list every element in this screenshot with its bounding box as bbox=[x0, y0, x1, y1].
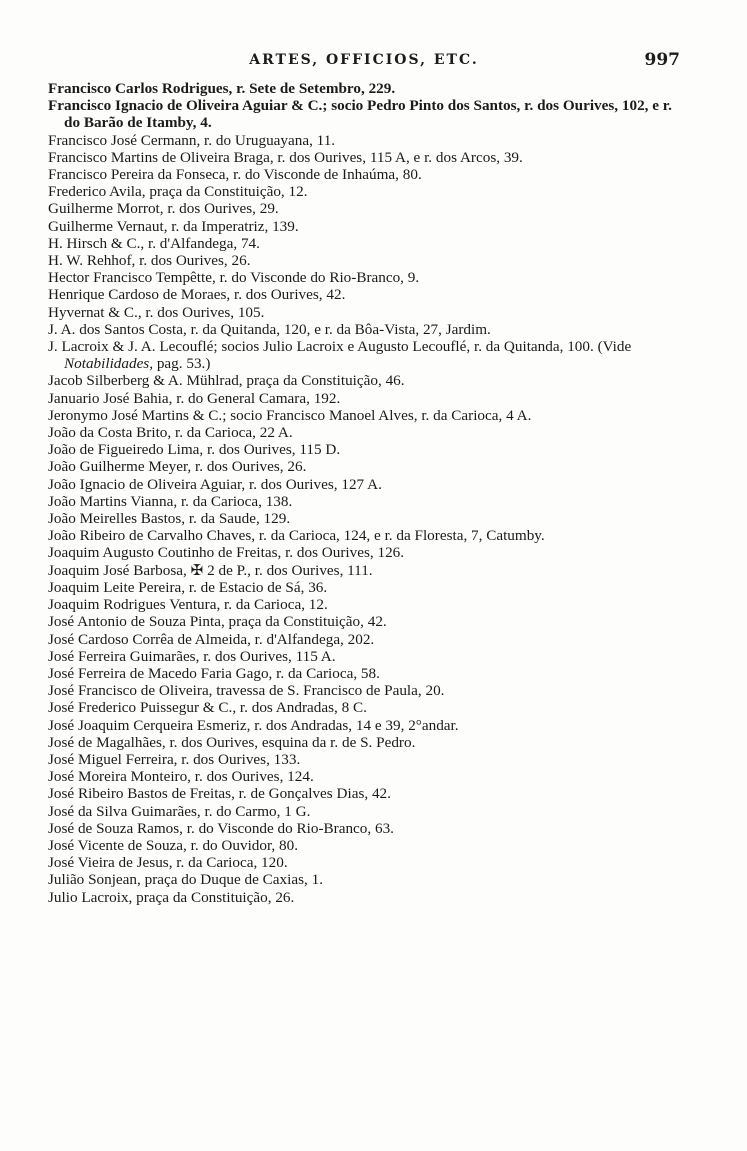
entry-reference: Notabilidades, bbox=[64, 355, 154, 373]
directory-entry bbox=[48, 596, 688, 613]
entry-text: Julio Lacroix, praça da Constituição, 26. bbox=[48, 888, 295, 906]
directory-entry bbox=[48, 269, 688, 286]
entry-text: João Martins Vianna, r. da Carioca, 138. bbox=[48, 492, 293, 510]
entry-text: Francisco Pereira da Fonseca, r. do Visconde de Inhaúma, 80. bbox=[48, 166, 422, 184]
entry-text: Frederico Avila, praça da Constituição, 12. bbox=[48, 183, 308, 201]
entry-text: José Vieira de Jesus, r. da Carioca, 120. bbox=[48, 854, 288, 872]
directory-entry bbox=[48, 803, 688, 820]
entry-text: Jacob Silberberg & A. Mühlrad, praça da Constituição, 46. bbox=[48, 372, 405, 390]
entry-text: Francisco Martins de Oliveira Braga, r. dos Ourives, 115 A, e r. dos Arcos, 39. bbox=[48, 148, 523, 166]
entry-text: J. Lacroix & J. A. Lecouflé; socios Julio Lacroix e Augusto Lecouflé, r. da Quitanda, 100. (Vide bbox=[48, 338, 632, 356]
directory-entry bbox=[48, 458, 688, 475]
directory-entry bbox=[48, 286, 688, 303]
directory-entry bbox=[48, 768, 688, 785]
entry-text: Januario José Bahia, r. do General Camara, 192. bbox=[48, 389, 341, 407]
entry-text: José de Souza Ramos, r. do Visconde do Rio-Branco, 63. bbox=[48, 819, 394, 837]
directory-entry bbox=[48, 390, 688, 407]
directory-entry bbox=[48, 785, 688, 802]
directory-entry bbox=[48, 717, 688, 734]
entry-text: Joaquim Leite Pereira, r. de Estacio de Sá, 36. bbox=[48, 578, 328, 596]
directory-entry bbox=[48, 338, 688, 372]
entry-text: João Meirelles Bastos, r. da Saude, 129. bbox=[48, 510, 291, 528]
entry-page-ref: pag. 53.) bbox=[153, 355, 211, 373]
directory-entry bbox=[48, 889, 688, 906]
directory-entry bbox=[48, 149, 688, 166]
directory-entry bbox=[48, 476, 688, 493]
directory-entry bbox=[48, 579, 688, 596]
entry-text: Francisco Ignacio de Oliveira Aguiar & C.; socio Pedro Pinto dos Santos, r. dos Ourives, 102, e r. do Barão de Itamby, 4. bbox=[48, 97, 672, 132]
directory-entry bbox=[48, 665, 688, 682]
entry-text: Jeronymo José Martins & C.; socio Francisco Manoel Alves, r. da Carioca, 4 A. bbox=[48, 406, 532, 424]
directory-entry bbox=[48, 132, 688, 149]
entry-text: José Cardoso Corrêa de Almeida, r. d'Alfandega, 202. bbox=[48, 630, 375, 648]
entry-text: José Joaquim Cerqueira Esmeriz, r. dos Andradas, 14 e 39, 2°andar. bbox=[48, 716, 459, 734]
directory-entry bbox=[48, 166, 688, 183]
entry-text: José Frederico Puissegur & C., r. dos Andradas, 8 C. bbox=[48, 699, 367, 717]
directory-entry bbox=[48, 493, 688, 510]
entry-text: João Ribeiro de Carvalho Chaves, r. da Carioca, 124, e r. da Floresta, 7, Catumby. bbox=[48, 527, 545, 545]
directory-entry bbox=[48, 407, 688, 424]
directory-entry bbox=[48, 372, 688, 389]
entry-text: José Ferreira de Macedo Faria Gago, r. da Carioca, 58. bbox=[48, 664, 380, 682]
directory-entry bbox=[48, 218, 688, 235]
entry-text: João de Figueiredo Lima, r. dos Ourives, 115 D. bbox=[48, 441, 341, 459]
directory-entry bbox=[48, 441, 688, 458]
entry-text: José Ferreira Guimarães, r. dos Ourives, 115 A. bbox=[48, 647, 336, 665]
directory-entry bbox=[48, 837, 688, 854]
entry-text: José Moreira Monteiro, r. dos Ourives, 124. bbox=[48, 768, 314, 786]
entry-text: José Ribeiro Bastos de Freitas, r. de Gonçalves Dias, 42. bbox=[48, 785, 391, 803]
running-head bbox=[48, 50, 680, 76]
entry-text: Guilherme Vernaut, r. da Imperatriz, 139. bbox=[48, 217, 299, 235]
entry-text: Guilherme Morrot, r. dos Ourives, 29. bbox=[48, 200, 279, 218]
directory-entries bbox=[48, 80, 688, 906]
directory-entry bbox=[48, 734, 688, 751]
entry-text: Joaquim Augusto Coutinho de Freitas, r. dos Ourives, 126. bbox=[48, 544, 405, 562]
entry-text: João Guilherme Meyer, r. dos Ourives, 26. bbox=[48, 458, 307, 476]
directory-entry bbox=[48, 510, 688, 527]
directory-entry bbox=[48, 820, 688, 837]
directory-entry bbox=[48, 562, 688, 579]
entry-text: Francisco José Cermann, r. do Uruguayana, 11. bbox=[48, 131, 336, 149]
entry-text: Hyvernat & C., r. dos Ourives, 105. bbox=[48, 303, 265, 321]
directory-entry bbox=[48, 424, 688, 441]
entry-text: José Francisco de Oliveira, travessa de S. Francisco de Paula, 20. bbox=[48, 682, 445, 700]
directory-entry bbox=[48, 527, 688, 544]
directory-entry bbox=[48, 321, 688, 338]
directory-entry bbox=[48, 631, 688, 648]
directory-entry bbox=[48, 252, 688, 269]
directory-entry bbox=[48, 699, 688, 716]
section-title: ARTES, OFFICIOS, ETC. bbox=[249, 52, 479, 68]
entry-text: Hector Francisco Tempêtte, r. do Visconde do Rio-Branco, 9. bbox=[48, 269, 420, 287]
directory-entry bbox=[48, 854, 688, 871]
entry-text: João Ignacio de Oliveira Aguiar, r. dos Ourives, 127 A. bbox=[48, 475, 382, 493]
directory-entry bbox=[48, 304, 688, 321]
directory-entry bbox=[48, 183, 688, 200]
entry-text: Henrique Cardoso de Moraes, r. dos Ourives, 42. bbox=[48, 286, 346, 304]
directory-entry bbox=[48, 80, 688, 97]
directory-entry bbox=[48, 682, 688, 699]
entry-text: José Antonio de Souza Pinta, praça da Constituição, 42. bbox=[48, 613, 387, 631]
entry-text: Julião Sonjean, praça do Duque de Caxias, 1. bbox=[48, 871, 323, 889]
entry-text: José Vicente de Souza, r. do Ouvidor, 80. bbox=[48, 836, 299, 854]
directory-entry bbox=[48, 871, 688, 888]
directory-entry bbox=[48, 613, 688, 630]
entry-text: Joaquim José Barbosa, ✠ 2 de P., r. dos Ourives, 111. bbox=[48, 561, 373, 579]
entry-text: Francisco Carlos Rodrigues, r. Sete de Setembro, 229. bbox=[48, 80, 396, 97]
directory-entry bbox=[48, 97, 688, 131]
entry-text: José de Magalhães, r. dos Ourives, esquina da r. de S. Pedro. bbox=[48, 733, 416, 751]
entry-text: José da Silva Guimarães, r. do Carmo, 1 G. bbox=[48, 802, 311, 820]
page-number: 997 bbox=[644, 50, 680, 70]
entry-text: H. W. Rehhof, r. dos Ourives, 26. bbox=[48, 252, 251, 270]
entry-text: H. Hirsch & C., r. d'Alfandega, 74. bbox=[48, 234, 260, 252]
entry-text: José Miguel Ferreira, r. dos Ourives, 133. bbox=[48, 750, 301, 768]
directory-entry bbox=[48, 200, 688, 217]
directory-entry bbox=[48, 235, 688, 252]
entry-text: Joaquim Rodrigues Ventura, r. da Carioca, 12. bbox=[48, 596, 328, 614]
directory-entry bbox=[48, 751, 688, 768]
directory-entry bbox=[48, 648, 688, 665]
entry-text: João da Costa Brito, r. da Carioca, 22 A. bbox=[48, 424, 293, 442]
entry-text: J. A. dos Santos Costa, r. da Quitanda, 120, e r. da Bôa-Vista, 27, Jardim. bbox=[48, 320, 491, 338]
directory-entry bbox=[48, 544, 688, 561]
